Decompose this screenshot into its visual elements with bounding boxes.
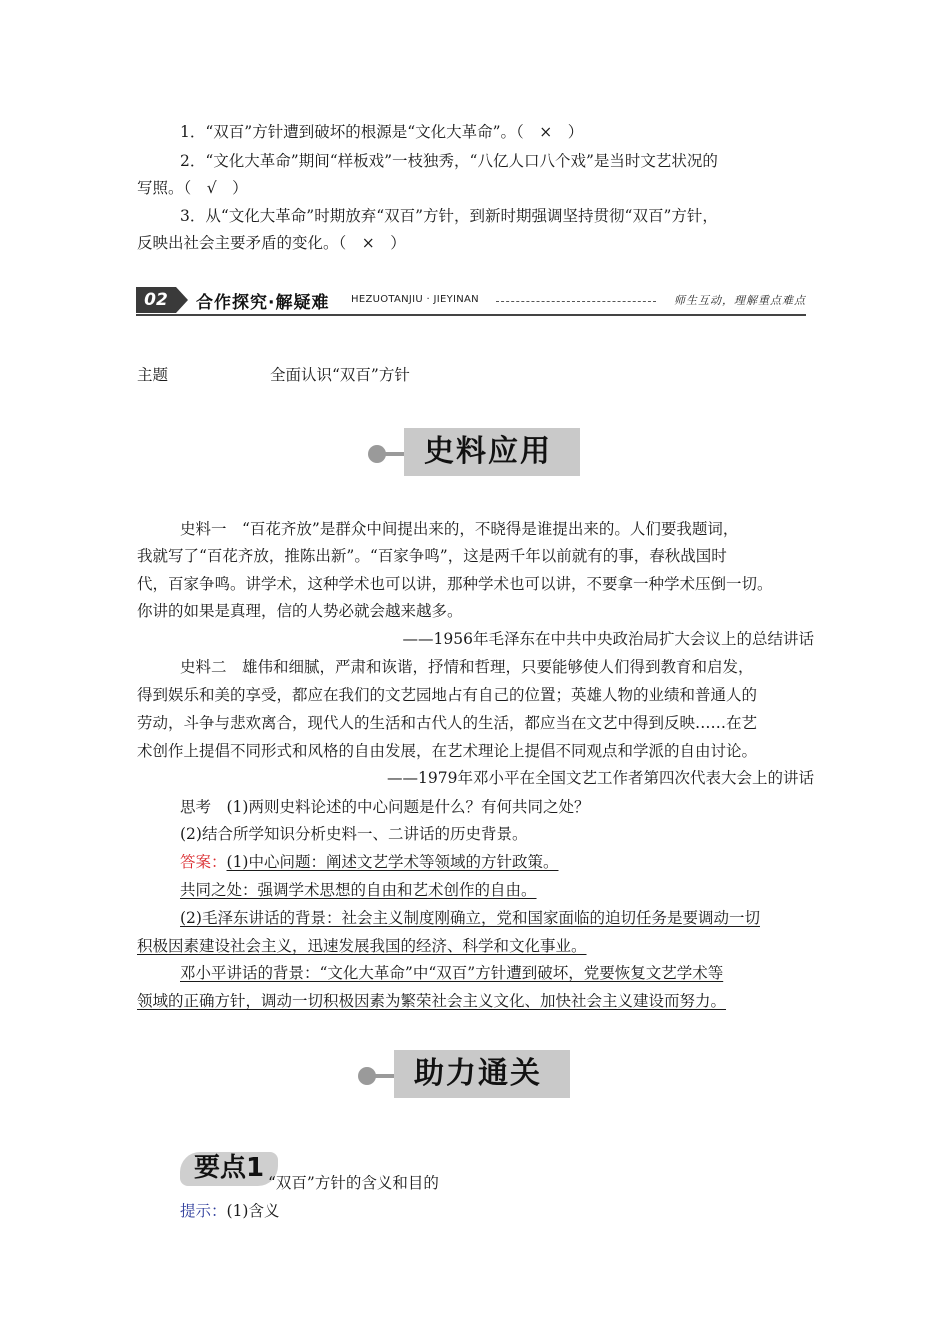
banner-divider [496,301,656,302]
judgment-2-cont: 写照。（ √ ） [137,179,248,197]
source2-line-4: 术创作上提倡不同形式和风格的自由发展，在艺术理论上提倡不同观点和学派的自由讨论。 [137,742,758,760]
answer-line-1 [180,851,558,873]
answer-line-5: 邓小平讲话的背景：“文化大革命”中“双百”方针遭到破坏，党要恢复文艺学术等 [180,964,724,982]
source2-line-1: 史料二 雄伟和细腻，严肃和诙谐，抒情和哲理，只要能够使人们得到教育和启发， [180,658,754,676]
section-number: 02 [136,287,176,313]
keypoint-badge-label: 要点1 [194,1153,265,1183]
answer-line-3: (2)毛泽东讲话的背景：社会主义制度刚确立，党和国家面临的迫切任务是要调动一切 [180,909,760,927]
source2-line-3: 劳动，斗争与悲欢离合，现代人的生活和古代人的生活，都应当在文艺中得到反映……在艺 [137,714,758,732]
answer-line-2: 共同之处：强调学术思想的自由和艺术创作的自由。 [180,881,537,899]
hint-label: 提示： [180,1202,227,1220]
section-banner [136,287,806,317]
keypoint-badge [180,1148,280,1188]
judgment-3: 3．从“文化大革命”时期放弃“双百”方针，到新时期强调坚持贯彻“双百”方针， [180,207,718,225]
question-2: (2)结合所学知识分析史料一、二讲话的历史背景。 [180,825,528,843]
source1-citation: ——1956年毛泽东在中共中央政治局扩大会议上的总结讲话 [402,630,814,648]
section-header-practice [358,1050,588,1098]
section-subtitle: 师生互动，理解重点难点 [674,294,806,307]
answer-line-4: 积极因素建设社会主义，迅速发展我国的经济、科学和文化事业。 [137,937,587,955]
judgment-3-cont: 反映出社会主要矛盾的变化。（ × ） [137,234,406,252]
answer-line-6: 领域的正确方针，调动一切积极因素为繁荣社会主义文化、加快社会主义建设而努力。 [137,992,727,1010]
topic-label: 主题 [137,366,169,384]
source1-line-3: 代，百家争鸣。讲学术，这种学术也可以讲，那种学术也可以讲，不要拿一种学术压倒一切。 [137,575,773,593]
header-sources-label: 史料应用 [404,428,580,476]
judgment-1: 1．“双百”方针遭到破坏的根源是“文化大革命”。（ × ） [180,123,584,141]
header-practice-label: 助力通关 [394,1050,570,1098]
hint-line [180,1200,279,1222]
answer-text-1: (1)中心问题：阐述文艺学术等领域的方针政策。 [226,853,559,871]
source1-line-4: 你讲的如果是真理，信的人势必就会越来越多。 [137,602,463,620]
topic-text: 全面认识“双百”方针 [270,366,410,384]
source1-line-2: 我就写了“百花齐放，推陈出新”。“百家争鸣”，这是两千年以前就有的事，春秋战国时 [137,547,727,565]
source1-line-1: 史料一 “百花齐放”是群众中间提出来的，不晓得是谁提出来的。人们要我题词， [180,520,739,538]
banner-underline [136,314,806,316]
section-title: 合作探究·解疑难 [196,293,330,313]
judgment-2: 2．“文化大革命”期间“样板戏”一枝独秀，“八亿人口八个戏”是当时文艺状况的 [180,152,718,170]
source2-citation: ——1979年邓小平在全国文艺工作者第四次代表大会上的讲话 [387,769,814,787]
answer-label: 答案： [180,853,227,871]
section-pinyin: HEZUOTANJIU · JIEYINAN [351,294,479,305]
section-header-sources [368,428,588,476]
source2-line-2: 得到娱乐和美的享受，都应在我们的文艺园地占有自己的位置；英雄人物的业绩和普通人的 [137,686,758,704]
hint-text: (1)含义 [226,1202,280,1220]
question-1: 思考 (1)两则史料论述的中心问题是什么？有何共同之处？ [180,798,590,816]
banner-arrow-icon [176,287,188,313]
keypoint-title: “双百”方针的含义和目的 [268,1174,439,1192]
